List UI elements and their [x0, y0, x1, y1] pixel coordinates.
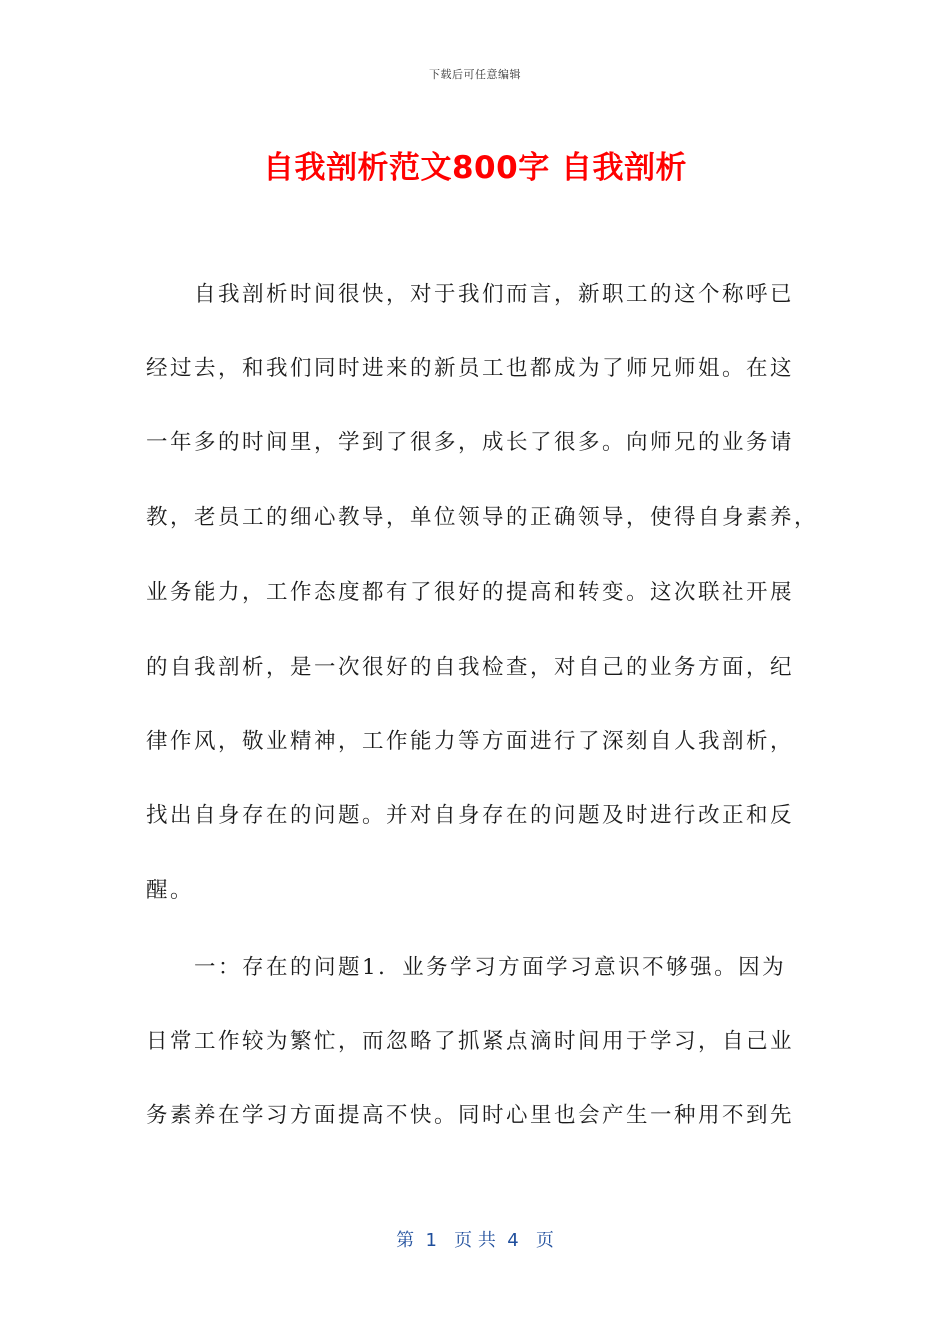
body-line: 一：存在的问题1．业务学习方面学习意识不够强。因为 [146, 955, 787, 980]
body-line: 自我剖析时间很快，对于我们而言，新职工的这个称呼已 [146, 282, 795, 307]
body-line: 务素养在学习方面提高不快。同时心里也会产生一种用不到先 [146, 1103, 795, 1128]
body-line: 业务能力，工作态度都有了很好的提高和转变。这次联社开展 [146, 580, 795, 605]
body-line: 经过去，和我们同时进来的新员工也都成为了师兄师姐。在这 [146, 356, 795, 381]
body-line: 律作风，敬业精神，工作能力等方面进行了深刻自人我剖析， [146, 729, 795, 754]
body-line: 日常工作较为繁忙，而忽略了抓紧点滴时间用于学习，自己业 [146, 1029, 795, 1054]
page-number-footer: 第 1 页 共 4 页 [396, 1230, 554, 1251]
body-line: 一年多的时间里，学到了很多，成长了很多。向师兄的业务请 [146, 430, 795, 455]
body-line: 教，老员工的细心教导，单位领导的正确领导，使得自身素养， [146, 505, 819, 530]
body-line: 的自我剖析，是一次很好的自我检查，对自己的业务方面，纪 [146, 655, 795, 680]
document-title: 自我剖析范文800字 自我剖析 [262, 150, 687, 186]
body-line: 找出自身存在的问题。并对自身存在的问题及时进行改正和反 [146, 803, 795, 828]
header-note: 下载后可任意编辑 [429, 68, 521, 81]
body-line: 醒。 [146, 878, 195, 903]
